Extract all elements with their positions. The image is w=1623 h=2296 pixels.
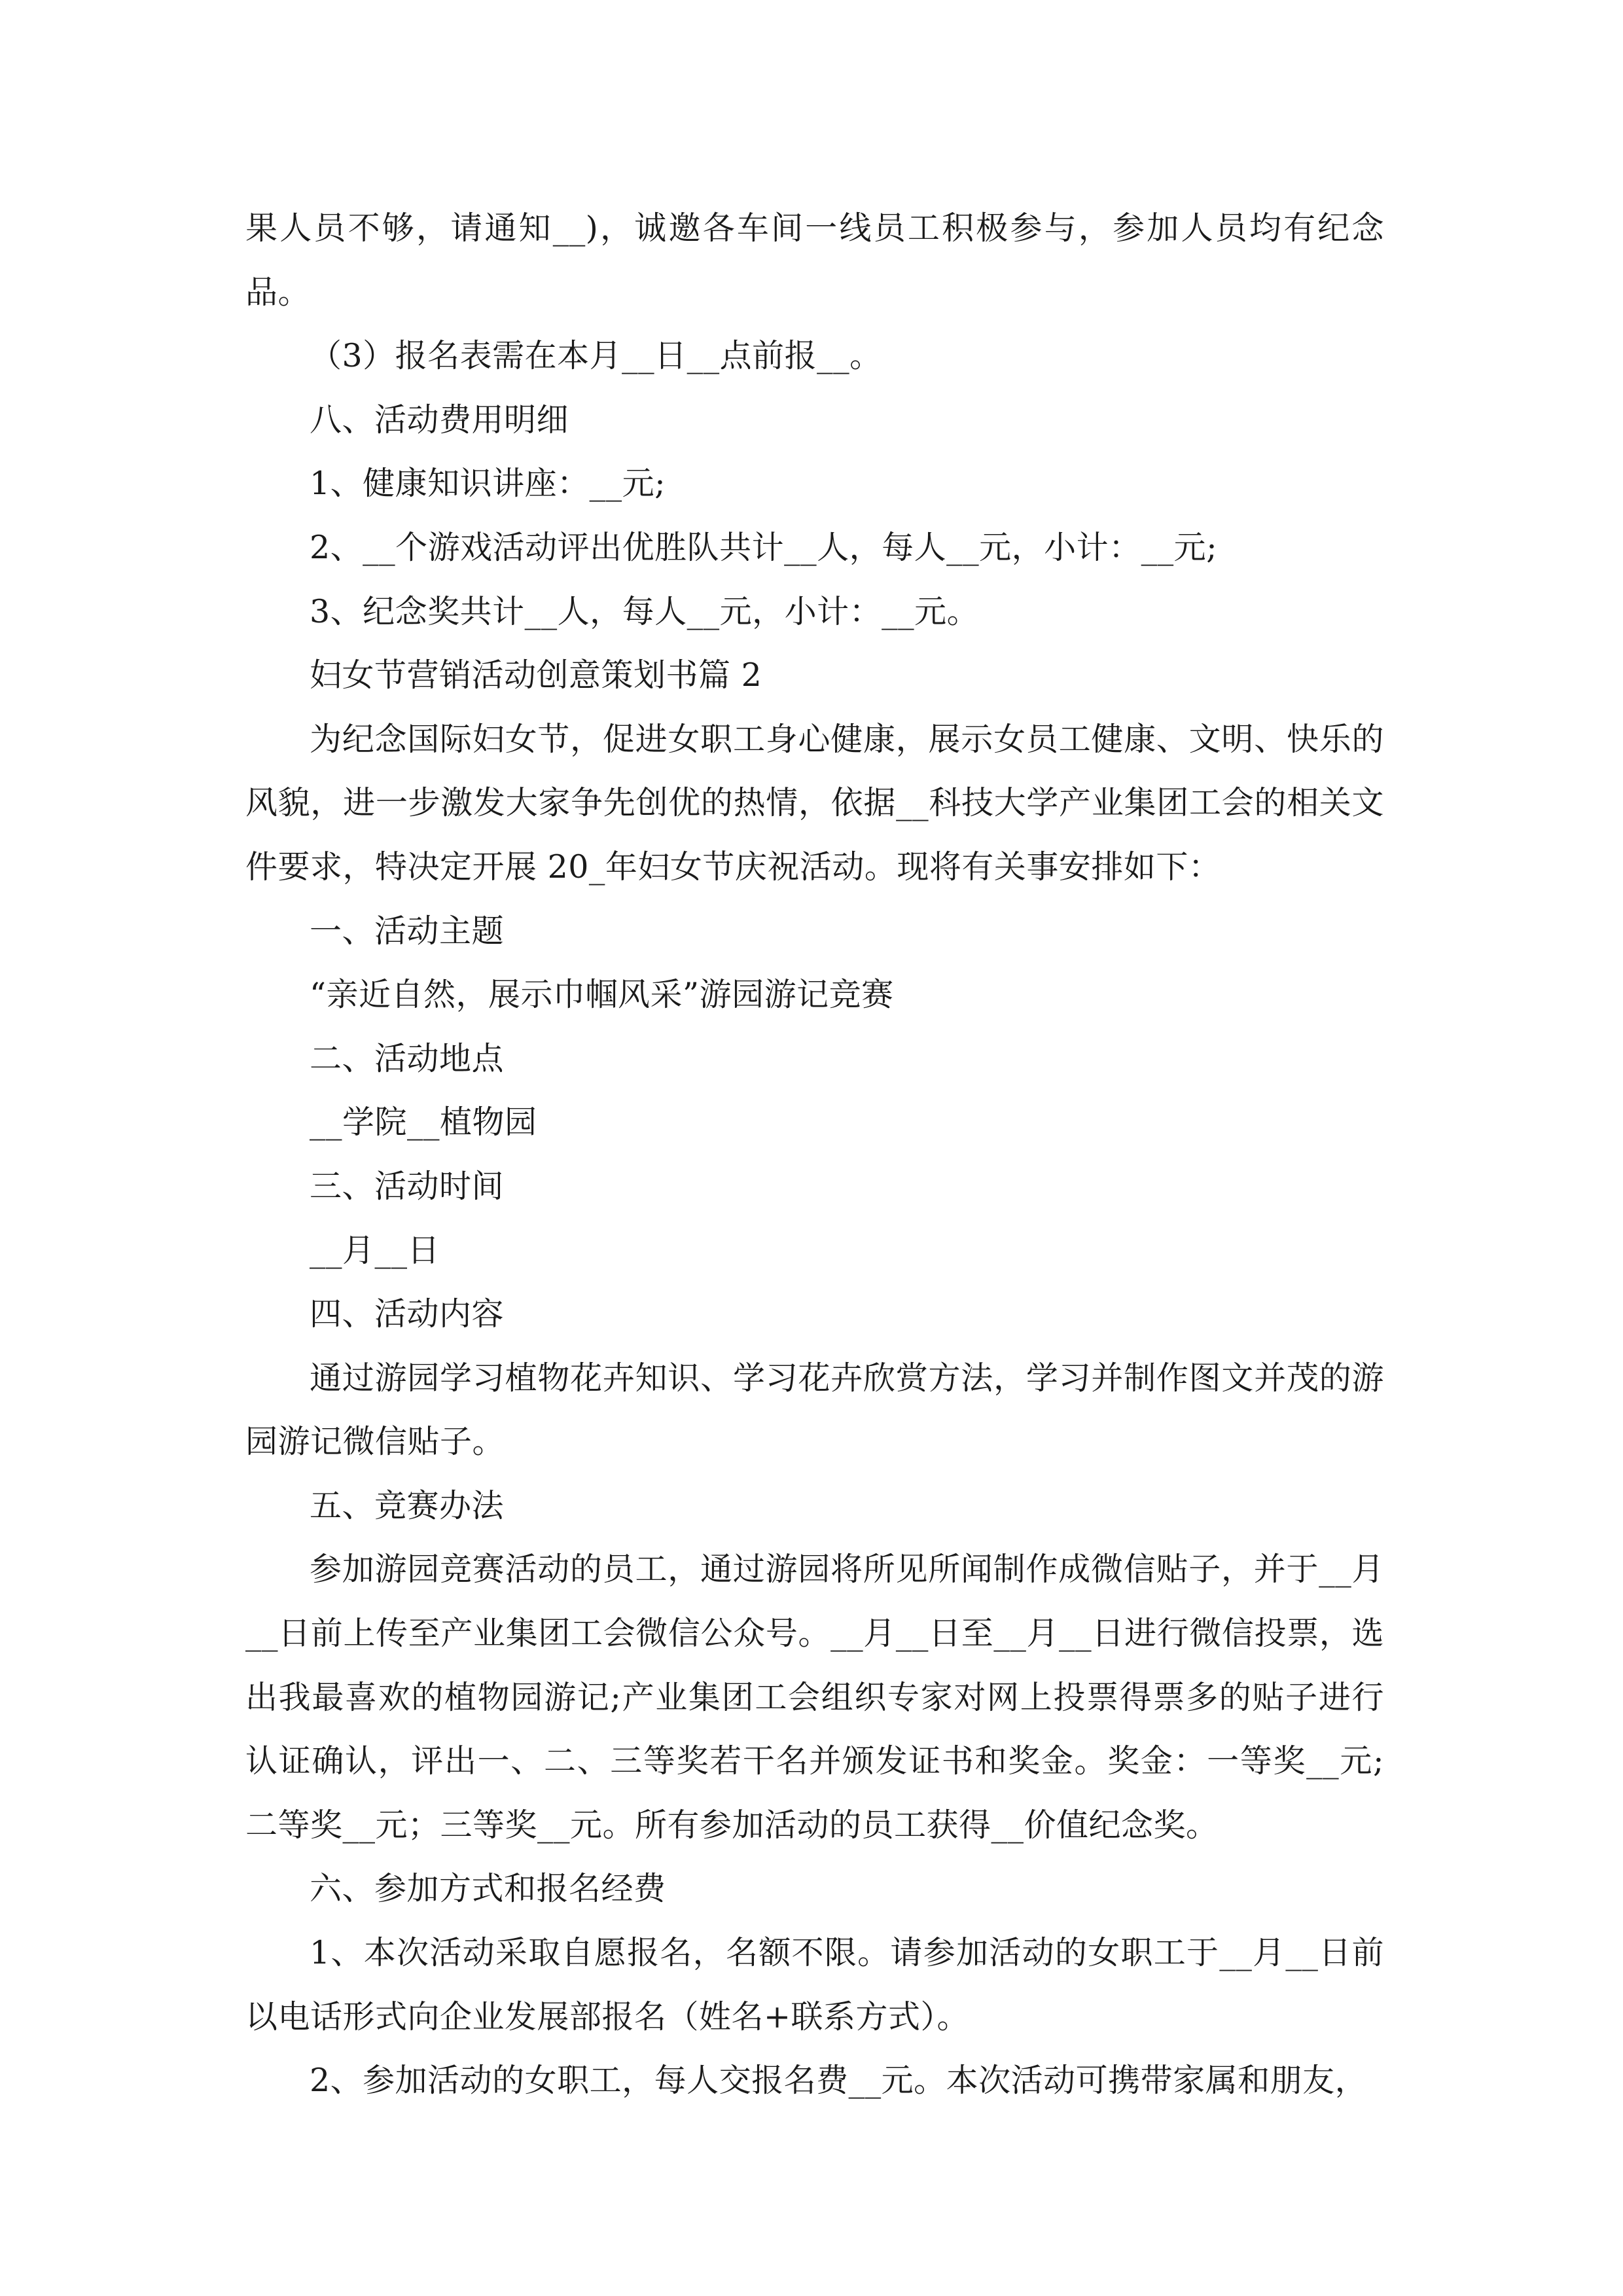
section-heading-4: 四、活动内容 xyxy=(310,1295,505,1333)
section-heading-2: 二、活动地点 xyxy=(310,1039,505,1077)
section-heading-6: 六、参加方式和报名经费 xyxy=(310,1870,666,1908)
section-heading-3: 三、活动时间 xyxy=(310,1167,505,1205)
document-body xyxy=(245,196,1384,2113)
paragraph-time: __月__日 xyxy=(310,1231,440,1269)
section-heading-1: 一、活动主题 xyxy=(310,912,505,950)
paragraph-rules: 参加游园竞赛活动的员工，通过游园将所见所闻制作成微信贴子，并于__月__日前上传至产业集团工会微信公众号。__月__日至__月__日进行微信投票，选出我最喜欢的植物园游记;产业集团工会组织专家对网上投票得票多的贴子进行认证确认，评出一、二、三等奖若干名并颁发证书和奖金。奖金：一等奖__元;二等奖__元；三等奖__元。所有参加活动的员工获得__价值纪念奖。 xyxy=(245,1551,1384,1844)
paragraph-content: 通过游园学习植物花卉知识、学习花卉欣赏方法，学习并制作图文并茂的游园游记微信贴子。 xyxy=(245,1359,1384,1461)
paragraph-5: 2、__个游戏活动评出优胜队共计__人，每人__元，小计：__元; xyxy=(310,528,1218,566)
paragraph-2: （3）报名表需在本月__日__点前报__。 xyxy=(310,337,882,375)
paragraph-theme: “亲近自然，展示巾帼风采”游园游记竞赛 xyxy=(310,976,894,1014)
paragraph-location: __学院__植物园 xyxy=(310,1103,537,1141)
intro-paragraph: 为纪念国际妇女节，促进女职工身心健康，展示女员工健康、文明、快乐的风貌，进一步激发大家争先创优的热情，依据__科技大学产业集团工会的相关文件要求，特决定开展 20_年妇女节庆祝活动。现将有关事安排如下： xyxy=(245,720,1384,886)
section-heading-5: 五、竞赛办法 xyxy=(310,1486,505,1524)
paragraph-6: 3、纪念奖共计__人，每人__元，小计：__元。 xyxy=(310,592,980,630)
paragraph-4: 1、健康知识讲座：__元; xyxy=(310,465,666,503)
article-title: 妇女节营销活动创意策划书篇 2 xyxy=(310,656,762,694)
paragraph-signup-1: 1、本次活动采取自愿报名，名额不限。请参加活动的女职工于__月__日前以电话形式向企业发展部报名（姓名+联系方式）。 xyxy=(245,1934,1384,2036)
paragraph-1: 果人员不够，请通知__)，诚邀各车间一线员工积极参与，参加人员均有纪念品。 xyxy=(245,209,1384,311)
section-heading-8: 八、活动费用明细 xyxy=(310,401,569,439)
paragraph-signup-2: 2、参加活动的女职工，每人交报名费__元。本次活动可携带家属和朋友， xyxy=(310,2062,1368,2100)
